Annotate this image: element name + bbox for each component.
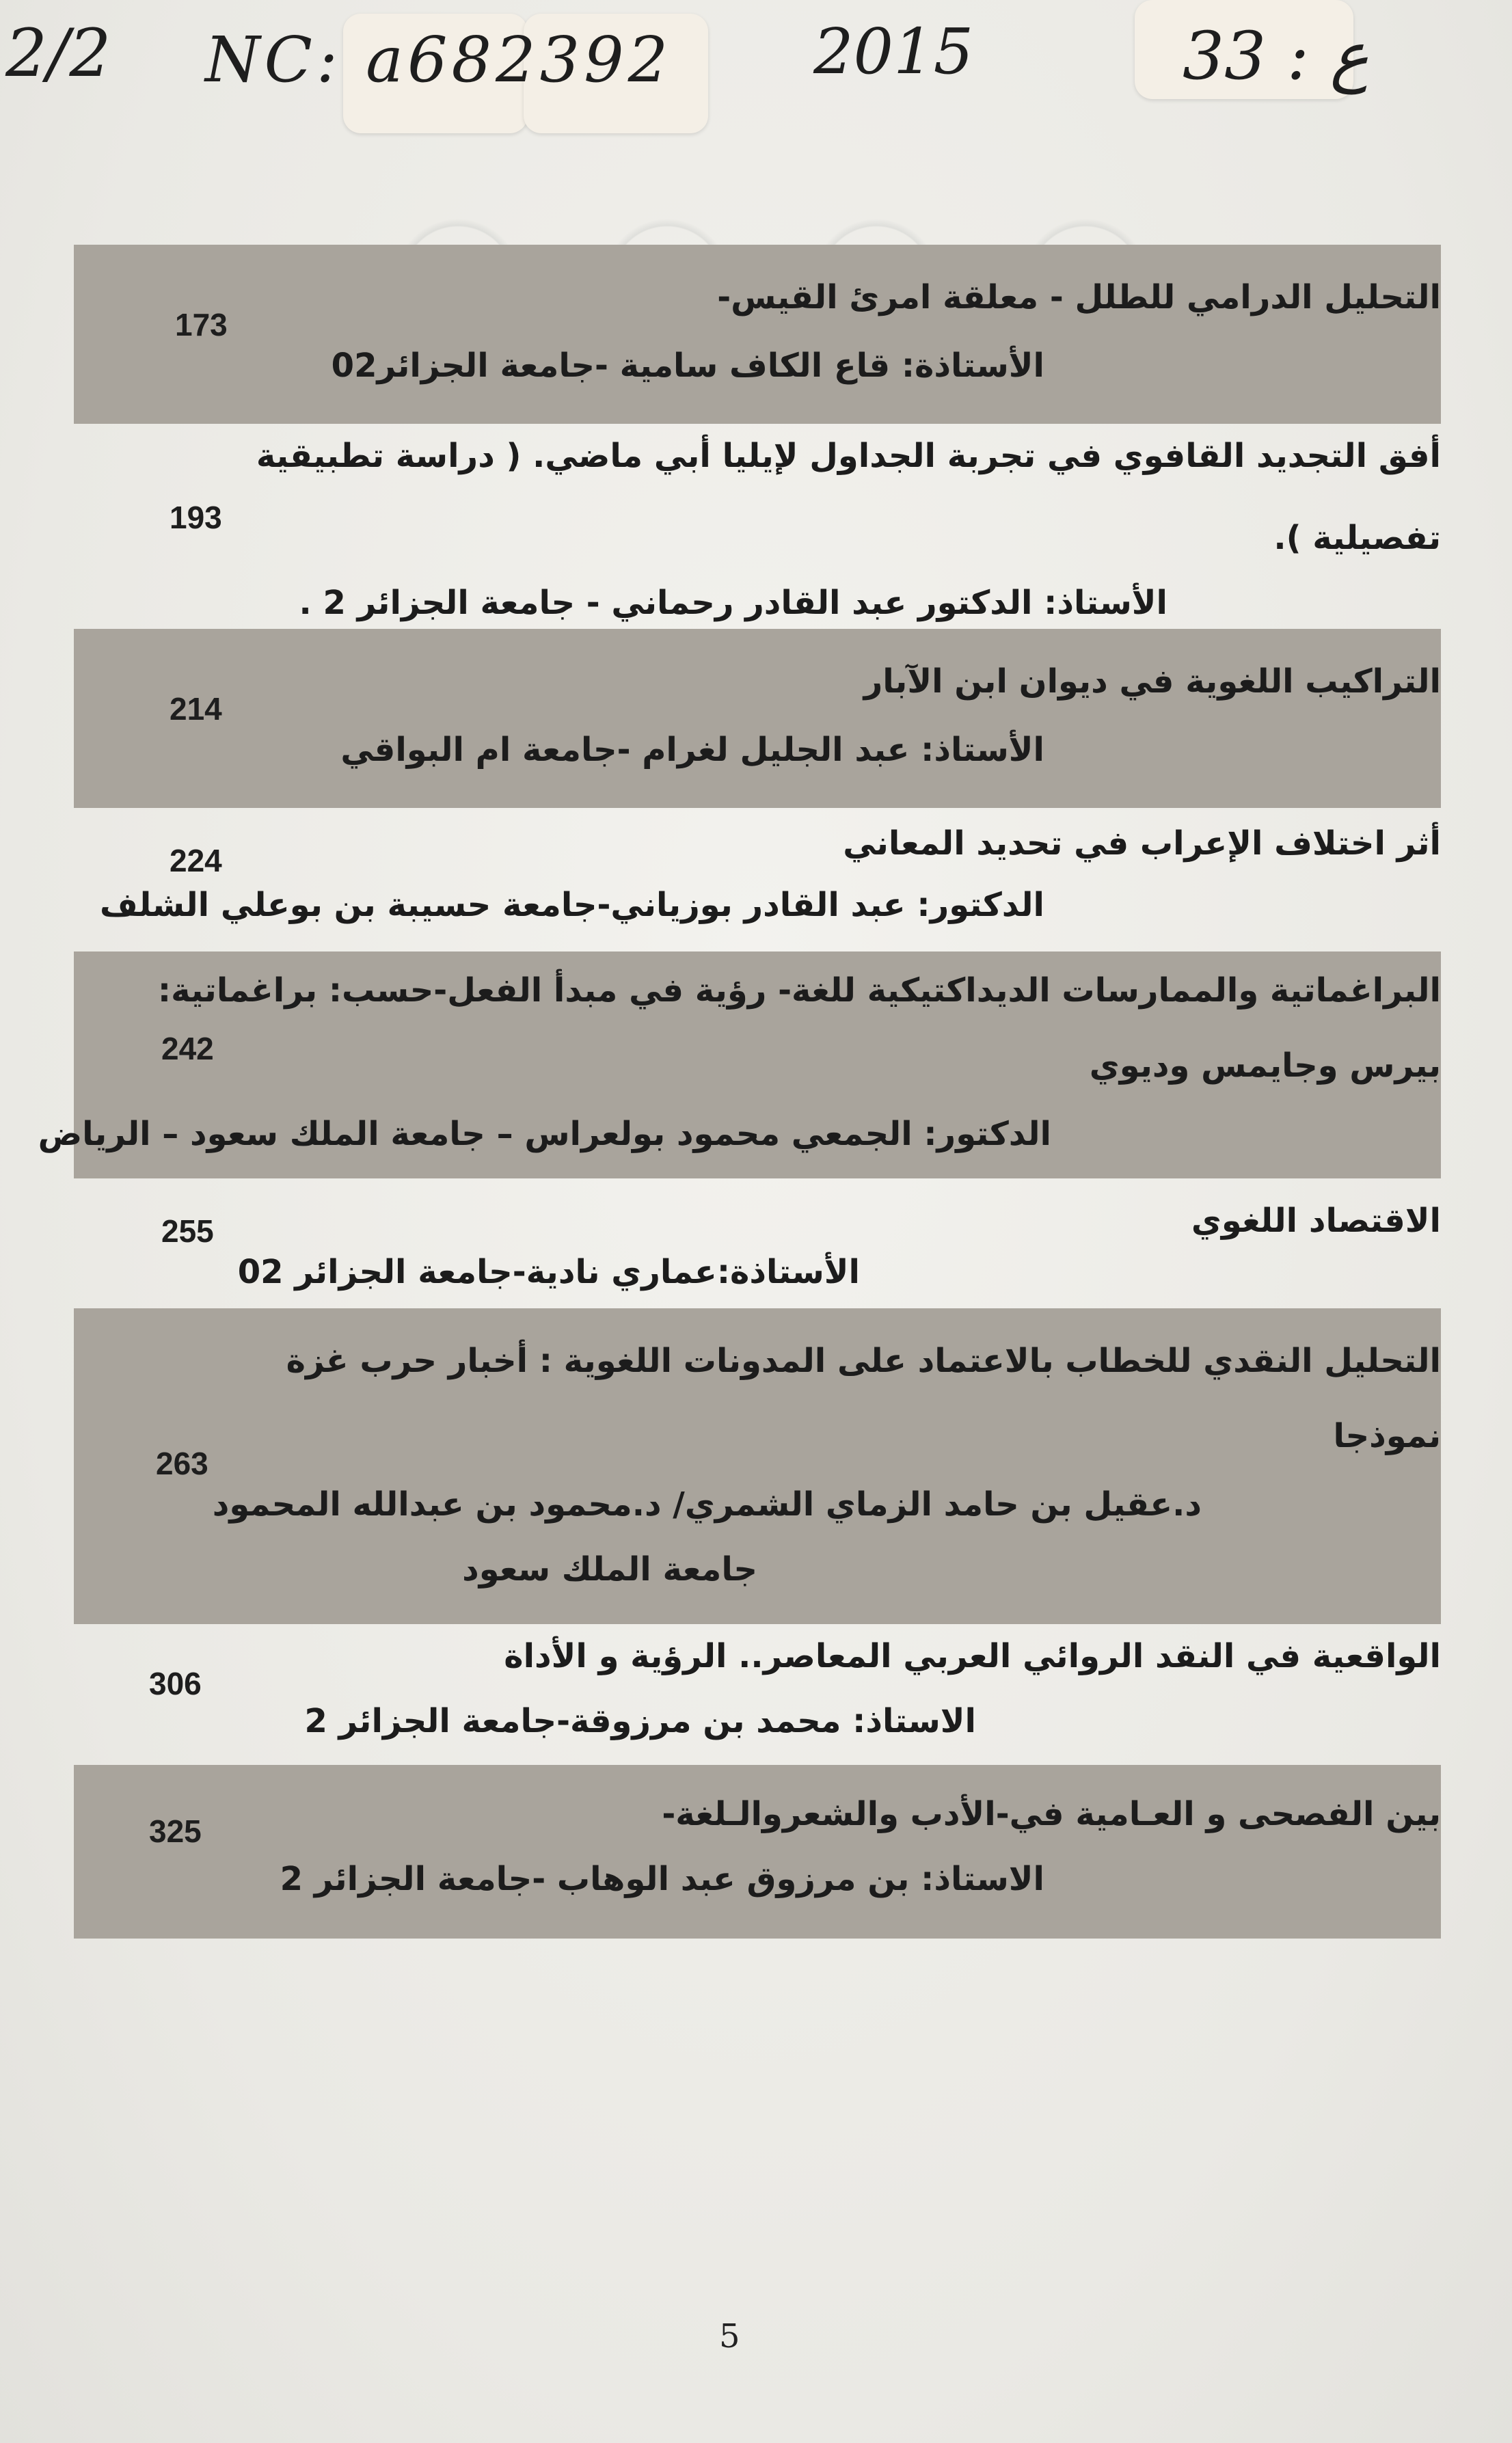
toc-row bbox=[38, 951, 1441, 1178]
handwritten-page-fraction: 2/2 bbox=[5, 15, 111, 92]
toc-page-number: 242 bbox=[161, 1031, 214, 1066]
toc-row bbox=[74, 245, 1441, 424]
toc-title: أفق التجديد القافوي في تجربة الجداول لإيليا أبي ماضي. ( دراسة تطبيقية bbox=[256, 437, 1441, 475]
page-number: 5 bbox=[719, 2317, 740, 2356]
toc-title: التحليل الدرامي للطلل - معلقة امرئ القيس- bbox=[717, 278, 1441, 316]
toc-row bbox=[74, 1765, 1441, 1939]
toc-page-number: 214 bbox=[170, 691, 222, 727]
toc-title: الواقعية في النقد الروائي العربي المعاصر.. الرؤية و الأداة bbox=[504, 1637, 1441, 1675]
toc-title: بين الفصحى و العـامية في-الأدب والشعروالـلغة- bbox=[662, 1795, 1441, 1833]
toc-author: الاستاذ: بن مرزوق عبد الوهاب -جامعة الجزائر 2 bbox=[280, 1860, 1044, 1898]
toc-row bbox=[74, 1624, 1441, 1765]
toc-author: جامعة الملك سعود bbox=[462, 1550, 757, 1589]
toc-title: التحليل النقدي للخطاب بالاعتماد على المدونات اللغوية : أخبار حرب غزة bbox=[286, 1342, 1441, 1380]
toc-author: الدكتور: عبد القادر بوزياني-جامعة حسيبة بن بوعلي الشلف bbox=[100, 886, 1044, 924]
toc-title: البراغماتية والممارسات الديداكتيكية للغة- رؤية في مبدأ الفعل-حسب: براغماتية: bbox=[157, 971, 1441, 1010]
toc-page-number: 306 bbox=[149, 1666, 202, 1701]
toc-page-number: 325 bbox=[149, 1813, 202, 1849]
toc-page-number: 193 bbox=[170, 500, 222, 535]
toc-author: الأستاذة:عماري نادية-جامعة الجزائر 02 bbox=[237, 1253, 860, 1291]
toc-title: تفصيلية ). bbox=[1273, 519, 1441, 557]
toc-title: نموذجا bbox=[1333, 1417, 1441, 1455]
toc-row bbox=[74, 629, 1441, 808]
toc-title: بيرس وجايمس وديوي bbox=[1089, 1047, 1441, 1085]
handwritten-year: 2015 bbox=[813, 15, 974, 88]
toc-row bbox=[74, 424, 1441, 629]
toc-title: التراكيب اللغوية في ديوان ابن الآبار bbox=[863, 662, 1441, 701]
toc-page-number: 255 bbox=[161, 1213, 214, 1249]
toc-row bbox=[74, 1178, 1441, 1308]
toc-author: الأستاذ: الدكتور عبد القادر رحماني - جامعة الجزائر 2 . bbox=[299, 584, 1167, 622]
toc-author: الأستاذ: عبد الجليل لغرام -جامعة ام البواقي bbox=[340, 731, 1044, 769]
toc-author: د.عقيل بن حامد الزماي الشمري/ د.محمود بن عبدالله المحمود bbox=[212, 1485, 1202, 1524]
toc-page-number: 173 bbox=[175, 307, 228, 342]
toc-title: الاقتصاد اللغوي bbox=[1191, 1202, 1441, 1240]
toc-author: الدكتور: الجمعي محمود بولعراس – جامعة الملك سعود – الرياض bbox=[38, 1115, 1051, 1153]
toc-row bbox=[74, 808, 1441, 951]
toc-page-number: 224 bbox=[170, 843, 222, 878]
toc-title: أثر اختلاف الإعراب في تحديد المعاني bbox=[843, 824, 1441, 863]
toc-author: الأستاذة: قاع الكاف سامية -جامعة الجزائر02 bbox=[331, 347, 1044, 385]
handwritten-volume: 33 : ع bbox=[1183, 18, 1369, 94]
toc-page-number: 263 bbox=[156, 1446, 208, 1481]
handwritten-call-number: NC: a682392 bbox=[205, 23, 673, 96]
toc-row bbox=[74, 1308, 1441, 1624]
toc-author: الاستاذ: محمد بن مرزوقة-جامعة الجزائر 2 bbox=[304, 1702, 976, 1740]
